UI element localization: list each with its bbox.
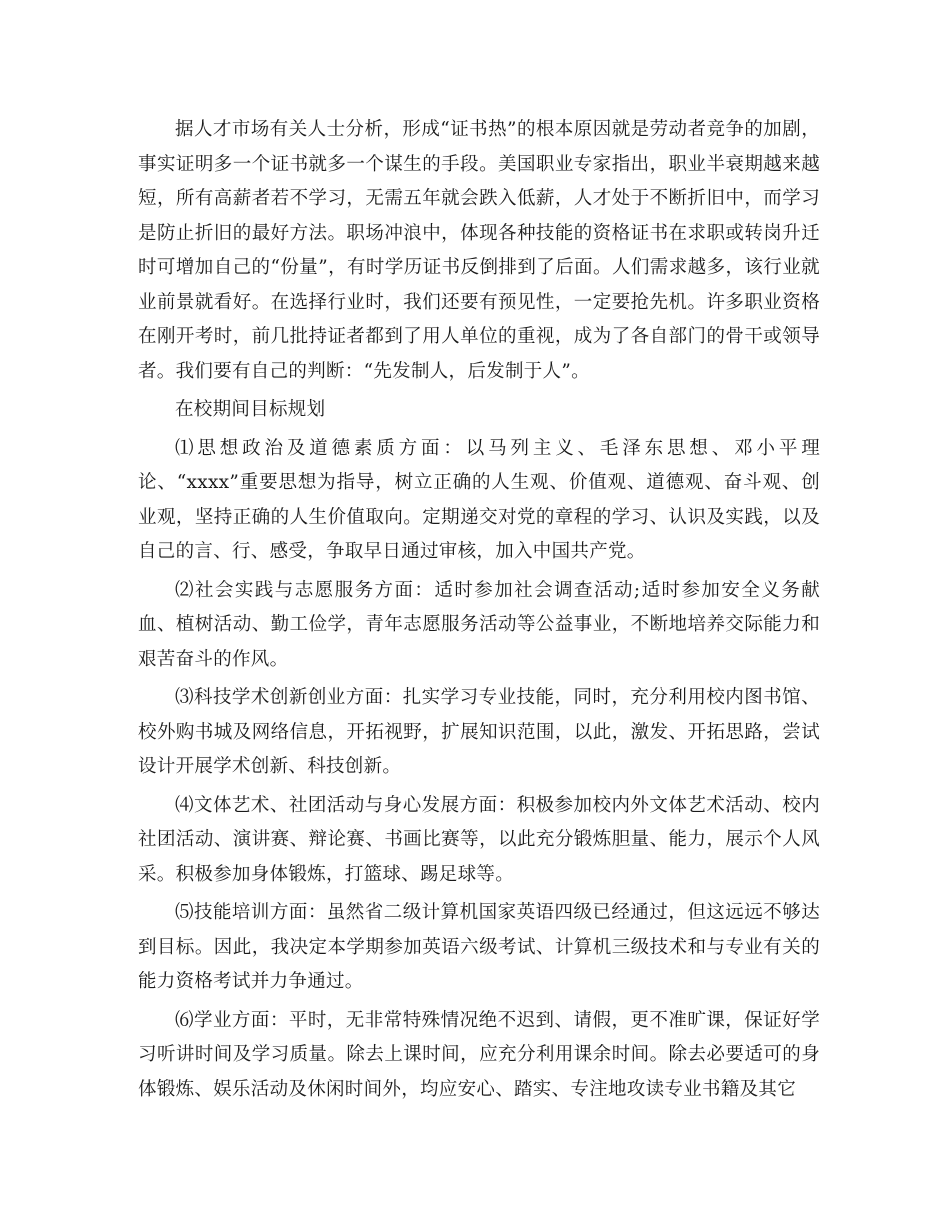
section-heading-school-goals: 在校期间目标规划	[175, 399, 326, 420]
paragraph-goal-political-moral: ⑴思想政治及道德素质方面：以马列主义、毛泽东思想、邓小平理论、“xxxx”重要思想为指导，树立正确的人生观、价值观、道德观、奋斗观、创业观，坚持正确的人生价值取向。定期递交对党的章程的学习、认识及实践，以及自己的言、行、感受，争取早日通过审核，加入中国共产党。	[138, 437, 820, 562]
paragraph-goal-arts-clubs: ⑷文体艺术、社团活动与身心发展方面：积极参加校内外文体艺术活动、校内社团活动、演讲赛、辩论赛、书画比赛等，以此充分锻炼胆量、能力，展示个人风采。积极参加身体锻炼，打篮球、踢足球等。	[138, 794, 820, 885]
paragraph-certificate-analysis: 据人才市场有关人士分析，形成“证书热”的根本原因就是劳动者竞争的加剧，事实证明多一个证书就多一个谋生的手段。美国职业专家指出，职业半衰期越来越短，所有高薪者若不学习，无需五年就会跌入低薪，人才处于不断折旧中，而学习是防止折旧的最好方法。职场冲浪中，体现各种技能的资格证书在求职或转岗升迁时可增加自己的“份量”，有时学历证书反倒排到了后面。人们需求越多，该行业就业前景就看好。在选择行业时，我们还要有预见性，一定要抢先机。许多职业资格在刚开考时，前几批持证者都到了用人单位的重视，成为了各自部门的骨干或领导者。我们要有自己的判断：“先发制人，后发制于人”。	[138, 119, 820, 382]
paragraph-goal-skills-training: ⑸技能培训方面：虽然省二级计算机国家英语四级已经通过，但这远远不够达到目标。因此，我决定本学期参加英语六级考试、计算机三级技术和与专业有关的能力资格考试并力争通过。	[138, 902, 820, 992]
document-page	[138, 113, 820, 1111]
paragraph-goal-tech-innovation: ⑶科技学术创新创业方面：扎实学习专业技能，同时，充分利用校内图书馆、校外购书城及网络信息，开拓视野，扩展知识范围，以此，激发、开拓思路，尝试设计开展学术创新、科技创新。	[138, 687, 820, 777]
paragraph-goal-academics: ⑹学业方面：平时，无非常特殊情况绝不迟到、请假，更不准旷课，保证好学习听讲时间及学习质量。除去上课时间，应充分利用课余时间。除去必要适可的身体锻炼、娱乐活动及休闲时间外，均应安心、踏实、专注地攻读专业书籍及其它	[138, 1009, 820, 1100]
paragraph-goal-social-practice: ⑵社会实践与志愿服务方面：适时参加社会调查活动;适时参加安全义务献血、植树活动、勤工俭学，青年志愿服务活动等公益事业，不断地培养交际能力和艰苦奋斗的作风。	[138, 579, 820, 670]
